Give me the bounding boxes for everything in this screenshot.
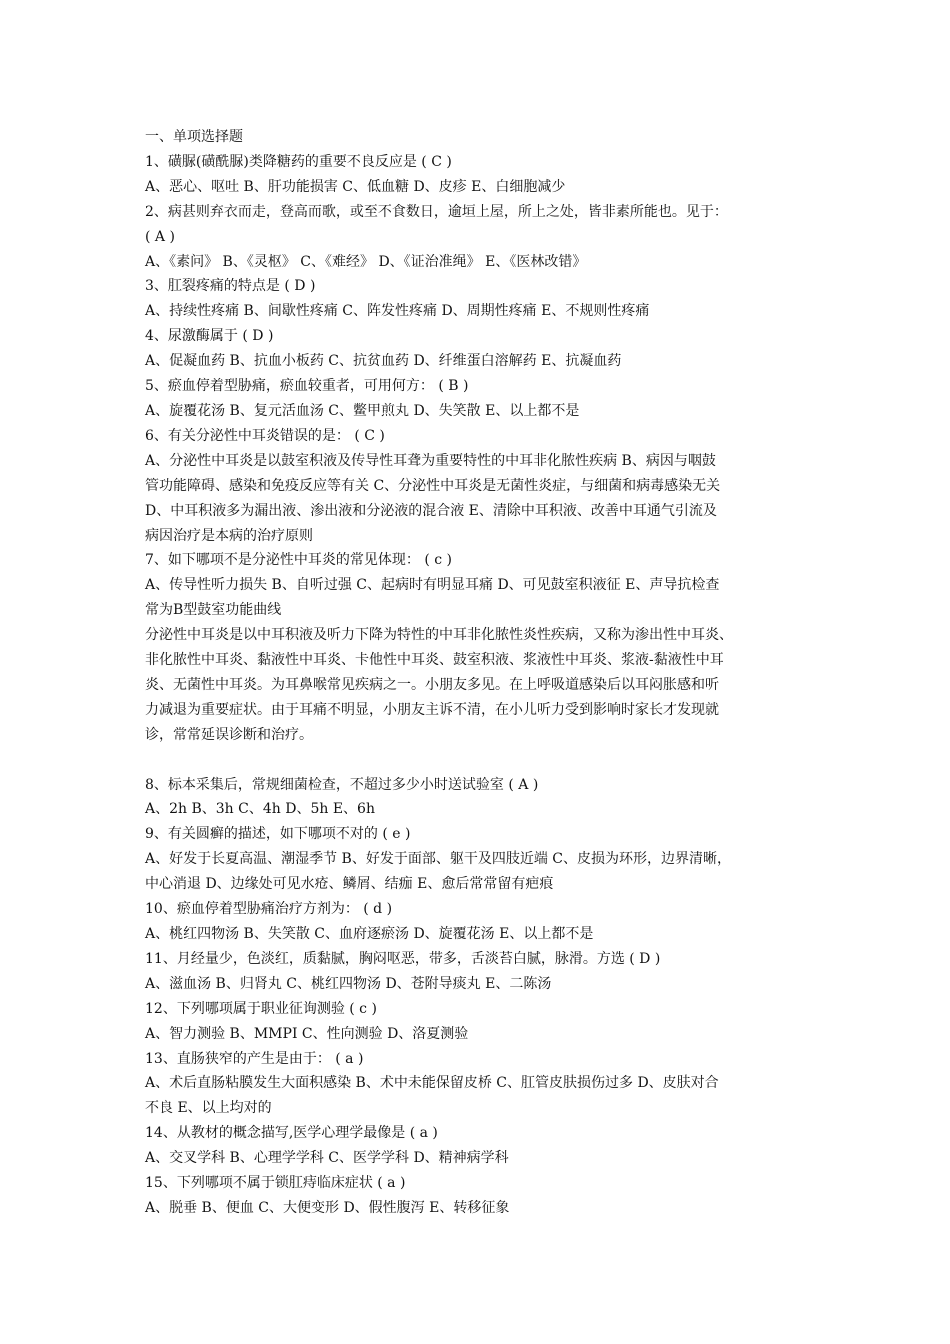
question-6-options: 管功能障碍、感染和免疫反应等有关 C、分泌性中耳炎是无菌性炎症，与细菌和病毒感染无关 xyxy=(145,477,721,494)
question-7-options: A、传导性听力损失 B、自听过强 C、起病时有明显耳痛 D、可见鼓室积液征 E、声导抗检查 xyxy=(145,577,720,594)
question-9-options: 中心消退 D、边缘处可见水疮、鳞屑、结痂 E、愈后常常留有疤痕 xyxy=(145,876,554,893)
question-15: 15、下列哪项不属于锁肛痔临床症状 ( a ) xyxy=(145,1175,406,1192)
question-6-options: 病因治疗是本病的治疗原则 xyxy=(145,527,313,544)
question-3: 3、肛裂疼痛的特点是 ( D ) xyxy=(145,278,316,295)
question-5-options: A、旋覆花汤 B、复元活血汤 C、鳖甲煎丸 D、失笑散 E、以上都不是 xyxy=(145,402,580,419)
question-9: 9、有关圆癣的描述，如下哪项不对的 ( e ) xyxy=(145,826,411,843)
explanation-paragraph: 力减退为重要症状。由于耳痛不明显，小朋友主诉不清，在小儿听力受到影响时家长才发现就 xyxy=(145,701,719,718)
question-6-options: A、分泌性中耳炎是以鼓室积液及传导性耳聋为重要特性的中耳非化脓性疾病 B、病因与咽鼓 xyxy=(145,452,716,469)
question-10: 10、瘀血停着型胁痛治疗方剂为： ( d ) xyxy=(145,901,393,918)
question-3-options: A、持续性疼痛 B、间歇性疼痛 C、阵发性疼痛 D、周期性疼痛 E、不规则性疼痛 xyxy=(145,303,650,320)
question-15-options: A、脱垂 B、便血 C、大便变形 D、假性腹泻 E、转移征象 xyxy=(145,1199,510,1216)
question-13: 13、直肠狭窄的产生是由于： ( a ) xyxy=(145,1050,364,1067)
question-13-options: A、术后直肠粘膜发生大面积感染 B、术中未能保留皮桥 C、肛管皮肤损伤过多 D、皮肤对合 xyxy=(145,1075,719,1092)
question-9-options: A、好发于长夏高温、潮湿季节 B、好发于面部、躯干及四肢近端 C、皮损为环形，边界清晰， xyxy=(145,851,732,868)
document-page xyxy=(145,125,810,1221)
explanation-paragraph: 诊，常常延误诊断和治疗。 xyxy=(145,726,313,743)
question-2-options: A、《素问》 B、《灵枢》 C、《难经》 D、《证治准绳》 E、《医林改错》 xyxy=(145,253,587,270)
question-14: 14、从教材的概念描写,医学心理学最像是 ( a ) xyxy=(145,1125,438,1142)
question-8-options: A、2h B、3h C、4h D、5h E、6h xyxy=(145,801,375,818)
blank-line xyxy=(145,748,810,773)
question-4-options: A、促凝血药 B、抗血小板药 C、抗贫血药 D、纤维蛋白溶解药 E、抗凝血药 xyxy=(145,353,622,370)
question-13-options: 不良 E、以上均对的 xyxy=(145,1100,272,1117)
question-10-options: A、桃红四物汤 B、失笑散 C、血府逐瘀汤 D、旋覆花汤 E、以上都不是 xyxy=(145,925,594,942)
question-4: 4、尿激酶属于 ( D ) xyxy=(145,328,274,345)
question-5: 5、瘀血停着型胁痛，瘀血较重者，可用何方： ( B ) xyxy=(145,378,469,395)
explanation-paragraph: 炎、无菌性中耳炎。为耳鼻喉常见疾病之一。小朋友多见。在上呼吸道感染后以耳闷胀感和听 xyxy=(145,676,719,693)
question-2-answer: ( A ) xyxy=(145,228,175,245)
question-12: 12、下列哪项属于职业征询测验 ( c ) xyxy=(145,1000,377,1017)
question-11: 11、月经量少，色淡红，质黏腻，胸闷呕恶，带多，舌淡苔白腻，脉滑。方选 ( D ) xyxy=(145,950,661,967)
question-6: 6、有关分泌性中耳炎错误的是： ( C ) xyxy=(145,427,385,444)
explanation-paragraph: 非化脓性中耳炎、黏液性中耳炎、卡他性中耳炎、鼓室积液、浆液性中耳炎、浆液-黏液性中耳 xyxy=(145,652,724,669)
question-7: 7、如下哪项不是分泌性中耳炎的常见体现： ( c ) xyxy=(145,552,453,569)
section-heading: 一、单项选择题 xyxy=(145,129,243,145)
question-14-options: A、交叉学科 B、心理学学科 C、医学学科 D、精神病学科 xyxy=(145,1150,509,1167)
question-11-options: A、滋血汤 B、归肾丸 C、桃红四物汤 D、苍附导痰丸 E、二陈汤 xyxy=(145,975,552,992)
question-1: 1、磺脲(磺酰脲)类降糖药的重要不良反应是 ( C ) xyxy=(145,153,452,170)
question-1-options: A、恶心、呕吐 B、肝功能损害 C、低血糖 D、皮疹 E、白细胞减少 xyxy=(145,178,566,195)
question-2: 2、病甚则弃衣而走，登高而歌，或至不食数日，逾垣上屋，所上之处，皆非素所能也。见于： xyxy=(145,203,728,220)
explanation-paragraph: 分泌性中耳炎是以中耳积液及听力下降为特性的中耳非化脓性炎性疾病，又称为渗出性中耳炎、 xyxy=(145,627,733,644)
question-8: 8、标本采集后，常规细菌检查，不超过多少小时送试验室 ( A ) xyxy=(145,776,539,793)
question-7-options: 常为B型鼓室功能曲线 xyxy=(145,602,282,619)
question-6-options: D、中耳积液多为漏出液、渗出液和分泌液的混合液 E、清除中耳积液、改善中耳通气引流及 xyxy=(145,502,717,519)
question-12-options: A、智力测验 B、MMPI C、性向测验 D、洛夏测验 xyxy=(145,1025,469,1042)
